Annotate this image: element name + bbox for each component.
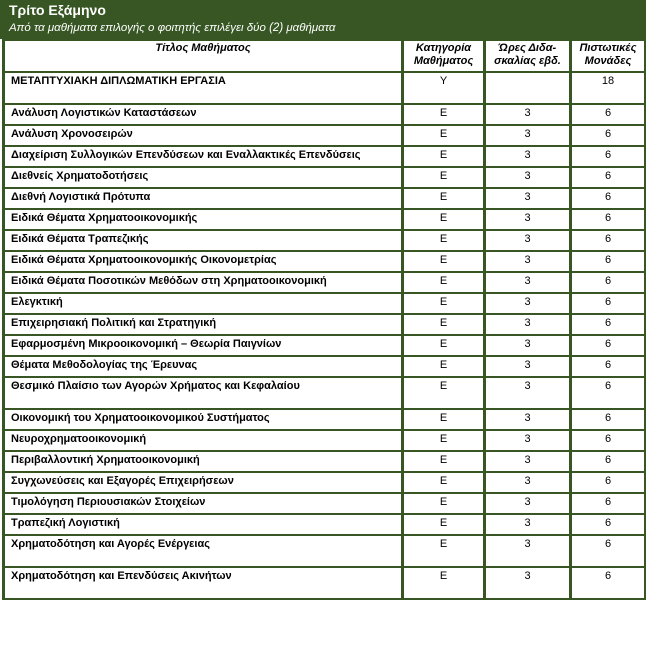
course-credits: 6 <box>571 251 646 272</box>
course-credits: 6 <box>571 430 646 451</box>
course-category: Ε <box>403 335 485 356</box>
table-row <box>4 514 646 535</box>
course-hours: 3 <box>485 535 571 567</box>
course-category: Ε <box>403 146 485 167</box>
table-row <box>4 188 646 209</box>
course-hours: 3 <box>485 514 571 535</box>
course-title: Θέματα Μεθοδολογίας της Έρευνας <box>4 356 403 377</box>
course-credits: 6 <box>571 230 646 251</box>
course-hours: 3 <box>485 451 571 472</box>
course-category: Ε <box>403 514 485 535</box>
table-row <box>4 72 646 104</box>
column-header-hours-line1: Ώρες Διδα- <box>498 42 557 54</box>
course-category: Ε <box>403 272 485 293</box>
semester-banner <box>0 0 646 39</box>
course-hours: 3 <box>485 409 571 430</box>
course-credits: 18 <box>571 72 646 104</box>
table-row <box>4 314 646 335</box>
course-title: Περιβαλλοντική Χρηματοοικονομική <box>4 451 403 472</box>
course-category: Ε <box>403 251 485 272</box>
course-category: Ε <box>403 567 485 599</box>
course-title: Τιμολόγηση Περιουσιακών Στοιχείων <box>4 493 403 514</box>
course-hours: 3 <box>485 146 571 167</box>
table-row <box>4 535 646 567</box>
course-credits: 6 <box>571 567 646 599</box>
course-hours: 3 <box>485 472 571 493</box>
course-title: Ειδικά Θέματα Χρηματοοικονομικής <box>4 209 403 230</box>
course-title: ΜΕΤΑΠΤΥΧΙΑΚΗ ΔΙΠΛΩΜΑΤΙΚΗ ΕΡΓΑΣΙΑ <box>4 72 403 104</box>
table-row <box>4 125 646 146</box>
table-body <box>4 72 646 599</box>
table-row <box>4 335 646 356</box>
course-title: Συγχωνεύσεις και Εξαγορές Επιχειρήσεων <box>4 472 403 493</box>
course-credits: 6 <box>571 377 646 409</box>
table-row <box>4 104 646 125</box>
course-hours: 3 <box>485 188 571 209</box>
course-title: Τραπεζική Λογιστική <box>4 514 403 535</box>
course-category: Ε <box>403 409 485 430</box>
course-category: Ε <box>403 230 485 251</box>
course-credits: 6 <box>571 472 646 493</box>
table-row <box>4 472 646 493</box>
table-row <box>4 377 646 409</box>
course-hours: 3 <box>485 230 571 251</box>
course-hours: 3 <box>485 293 571 314</box>
course-category: Ε <box>403 377 485 409</box>
course-hours: 3 <box>485 104 571 125</box>
course-credits: 6 <box>571 293 646 314</box>
table-row <box>4 230 646 251</box>
course-credits: 6 <box>571 535 646 567</box>
table-row <box>4 409 646 430</box>
course-title: Νευροχρηματοοικονομική <box>4 430 403 451</box>
course-title: Οικονομική του Χρηματοοικονομικού Συστήματος <box>4 409 403 430</box>
table-row <box>4 451 646 472</box>
course-title: Εφαρμοσμένη Μικροοικονομική – Θεωρία Παιγνίων <box>4 335 403 356</box>
course-hours: 3 <box>485 335 571 356</box>
table-row <box>4 251 646 272</box>
course-credits: 6 <box>571 356 646 377</box>
course-hours: 3 <box>485 272 571 293</box>
table-row <box>4 430 646 451</box>
course-title: Ανάλυση Χρονοσειρών <box>4 125 403 146</box>
course-category: Ε <box>403 167 485 188</box>
table-row <box>4 146 646 167</box>
table-header-row <box>4 40 646 72</box>
table-row <box>4 356 646 377</box>
column-header-title <box>4 40 403 72</box>
course-hours: 3 <box>485 125 571 146</box>
course-title: Ειδικά Θέματα Ποσοτικών Μεθόδων στη Χρηματοοικονομική <box>4 272 403 293</box>
course-hours: 3 <box>485 356 571 377</box>
column-header-credits-line2: Μονάδες <box>584 55 632 67</box>
course-title: Διαχείριση Συλλογικών Επενδύσεων και Εναλλακτικές Επενδύσεις <box>4 146 403 167</box>
table-row <box>4 209 646 230</box>
semester-title: Τρίτο Εξάμηνο <box>9 2 106 18</box>
course-credits: 6 <box>571 125 646 146</box>
course-hours: 3 <box>485 167 571 188</box>
course-category: Ε <box>403 535 485 567</box>
course-hours: 3 <box>485 430 571 451</box>
course-title: Θεσμικό Πλαίσιο των Αγορών Χρήματος και Κεφαλαίου <box>4 377 403 409</box>
course-hours: 3 <box>485 493 571 514</box>
courses-table <box>2 39 646 600</box>
course-credits: 6 <box>571 314 646 335</box>
course-credits: 6 <box>571 335 646 356</box>
course-credits: 6 <box>571 272 646 293</box>
course-credits: 6 <box>571 493 646 514</box>
course-category: Ε <box>403 209 485 230</box>
course-credits: 6 <box>571 209 646 230</box>
course-hours: 3 <box>485 314 571 335</box>
course-credits: 6 <box>571 409 646 430</box>
course-category: Ε <box>403 125 485 146</box>
column-header-hours <box>485 40 571 72</box>
course-category: Ε <box>403 104 485 125</box>
course-title: Χρηματοδότηση και Αγορές Ενέργειας <box>4 535 403 567</box>
course-category: Ε <box>403 430 485 451</box>
course-hours <box>485 72 571 104</box>
course-category: Ε <box>403 451 485 472</box>
column-header-hours-line2: σκαλίας εβδ. <box>494 55 561 67</box>
course-title: Διεθνή Λογιστικά Πρότυπα <box>4 188 403 209</box>
course-title: Χρηματοδότηση και Επενδύσεις Ακινήτων <box>4 567 403 599</box>
column-header-title-label: Τίτλος Μαθήματος <box>155 42 251 54</box>
course-hours: 3 <box>485 209 571 230</box>
course-title: Επιχειρησιακή Πολιτική και Στρατηγική <box>4 314 403 335</box>
course-hours: 3 <box>485 567 571 599</box>
course-credits: 6 <box>571 188 646 209</box>
course-category: Ε <box>403 472 485 493</box>
course-category: Ε <box>403 493 485 514</box>
course-category: Ε <box>403 293 485 314</box>
course-title: Ελεγκτική <box>4 293 403 314</box>
course-hours: 3 <box>485 251 571 272</box>
table-row <box>4 272 646 293</box>
column-header-category <box>403 40 485 72</box>
course-credits: 6 <box>571 104 646 125</box>
table-row <box>4 567 646 599</box>
course-title: Ειδικά Θέματα Χρηματοοικονομικής Οικονομετρίας <box>4 251 403 272</box>
column-header-credits-line1: Πιστωτικές <box>579 42 637 54</box>
semester-subtitle: Από τα μαθήματα επιλογής ο φοιτητής επιλέγει δύο (2) μαθήματα <box>9 22 336 34</box>
course-credits: 6 <box>571 146 646 167</box>
course-category: Ε <box>403 314 485 335</box>
course-credits: 6 <box>571 514 646 535</box>
column-header-credits <box>571 40 646 72</box>
course-title: Ανάλυση Λογιστικών Καταστάσεων <box>4 104 403 125</box>
course-category: Υ <box>403 72 485 104</box>
course-title: Διεθνείς Χρηματοδοτήσεις <box>4 167 403 188</box>
column-header-category-line1: Κατηγορία <box>415 42 472 54</box>
course-title: Ειδικά Θέματα Τραπεζικής <box>4 230 403 251</box>
table-row <box>4 293 646 314</box>
course-hours: 3 <box>485 377 571 409</box>
table-row <box>4 493 646 514</box>
course-category: Ε <box>403 356 485 377</box>
course-category: Ε <box>403 188 485 209</box>
course-credits: 6 <box>571 451 646 472</box>
table-row <box>4 167 646 188</box>
course-credits: 6 <box>571 167 646 188</box>
column-header-category-line2: Μαθήματος <box>413 55 474 67</box>
